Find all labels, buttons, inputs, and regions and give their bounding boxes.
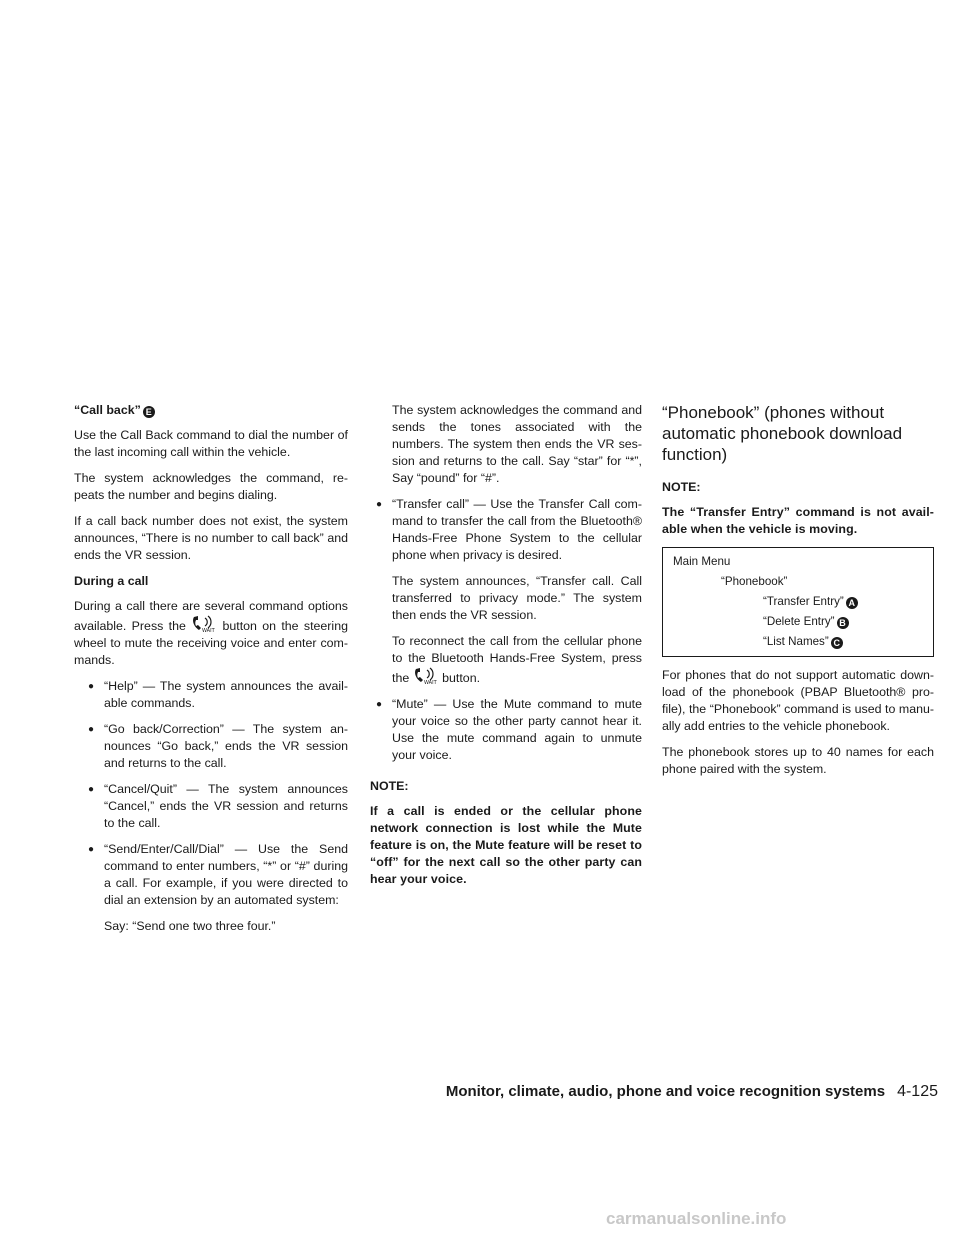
bullet: ●	[88, 844, 95, 855]
menu-level1: “Phonebook”	[721, 575, 788, 588]
note-title: NOTE:	[370, 779, 409, 793]
marker-c: C	[831, 637, 843, 649]
menu-item-list-names: “List Names” C	[673, 632, 925, 652]
section-title: “Phonebook” (phones without automatic phonebook download function)	[662, 403, 903, 464]
callback-heading: “Call back” E	[74, 402, 348, 419]
marker-a: A	[846, 597, 858, 609]
paragraph: To reconnect the call from the cellular phone to the Bluetooth Hands-Free System, press the WAIT button.	[392, 634, 642, 685]
page-number: 4-125	[897, 1083, 938, 1100]
column-middle	[370, 402, 642, 897]
watermark: carmanualsonline.info	[606, 1209, 787, 1228]
bullet: ●	[88, 784, 95, 795]
menu-item-transfer-entry: “Transfer Entry” A	[673, 592, 925, 612]
menu-item-delete-entry: “Delete Entry” B	[673, 612, 925, 632]
page-footer	[446, 1083, 938, 1100]
phone-talk-icon	[413, 667, 439, 685]
during-call-heading: During a call	[74, 574, 149, 588]
svg-text:WAIT: WAIT	[202, 628, 215, 633]
list-item: ● “Send/Enter/Call/Dial” — Use the Send command to enter numbers, “*” or “#” during a call. For example, if you were directed to dial an extension by an automated system:	[88, 842, 348, 907]
paragraph: If a call back number does not exist, the system announces, “There is no number to call back” and ends the VR session.	[74, 514, 348, 562]
bullet: ●	[88, 681, 95, 692]
marker-b: B	[837, 617, 849, 629]
svg-text:WAIT: WAIT	[423, 680, 437, 685]
menu-tree-box	[662, 547, 934, 657]
list-item: ● “Go back/Correction” — The system an-nounces “Go back,” ends the VR session and returns to the call.	[88, 722, 348, 770]
note-title: NOTE:	[662, 480, 701, 494]
paragraph: The system acknowledges the command, re-peats the number and begins dialing.	[74, 471, 348, 502]
paragraph: The phonebook stores up to 40 names for each phone paired with the system.	[662, 745, 934, 776]
paragraph: The system acknowledges the command and sends the tones associated with the numbers. The system then ends the VR ses-sion and returns to the call. Say “star” for “*”, Say “pound” for “#”.	[392, 403, 642, 485]
column-left	[74, 402, 348, 944]
note-text: The “Transfer Entry” command is not avail-able when the vehicle is moving.	[662, 505, 934, 536]
paragraph: Use the Call Back command to dial the number of the last incoming call within the vehicle.	[74, 428, 348, 459]
paragraph: For phones that do not support automatic down-load of the phonebook (PBAP Bluetooth® pro-file), the “Phonebook” command is used to manu-ally add entries to the vehicle phonebook.	[662, 668, 934, 733]
list-item: ● “Cancel/Quit” — The system announces “Cancel,” ends the VR session and returns to the call.	[88, 782, 348, 830]
note-text: If a call is ended or the cellular phone network connection is lost while the Mute feature is on, the Mute feature will be reset to “off” for the next call so the other party can hear your voice.	[370, 804, 642, 886]
menu-root: Main Menu	[673, 555, 731, 568]
paragraph: The system announces, “Transfer call. Call transferred to privacy mode.” The system then ends the VR session.	[392, 574, 642, 622]
footer-section: Monitor, climate, audio, phone and voice recognition systems	[445, 1083, 886, 1100]
column-right	[662, 402, 934, 787]
say-example: Say: “Send one two three four.”	[104, 919, 276, 933]
bullet: ●	[88, 724, 95, 735]
list-item: ● “Help” — The system announces the avail-able commands.	[88, 679, 348, 710]
bullet: ●	[376, 699, 383, 710]
marker-e: E	[143, 406, 155, 418]
bullet: ●	[376, 499, 383, 510]
list-item: ● “Transfer call” — Use the Transfer Call com-mand to transfer the call from the Bluetooth® Hands-Free Phone System to the cellular phone when privacy is desired.	[376, 497, 642, 562]
list-item: ● “Mute” — Use the Mute command to mute your voice so the other party cannot hear it. Use the mute command again to unmute your voice.	[376, 697, 642, 762]
during-call-paragraph: During a call there are several command options available. Press the WAIT button on the steering wheel to mute the receiving voice and enter com-mands.	[74, 599, 348, 667]
phone-talk-icon	[191, 615, 217, 633]
